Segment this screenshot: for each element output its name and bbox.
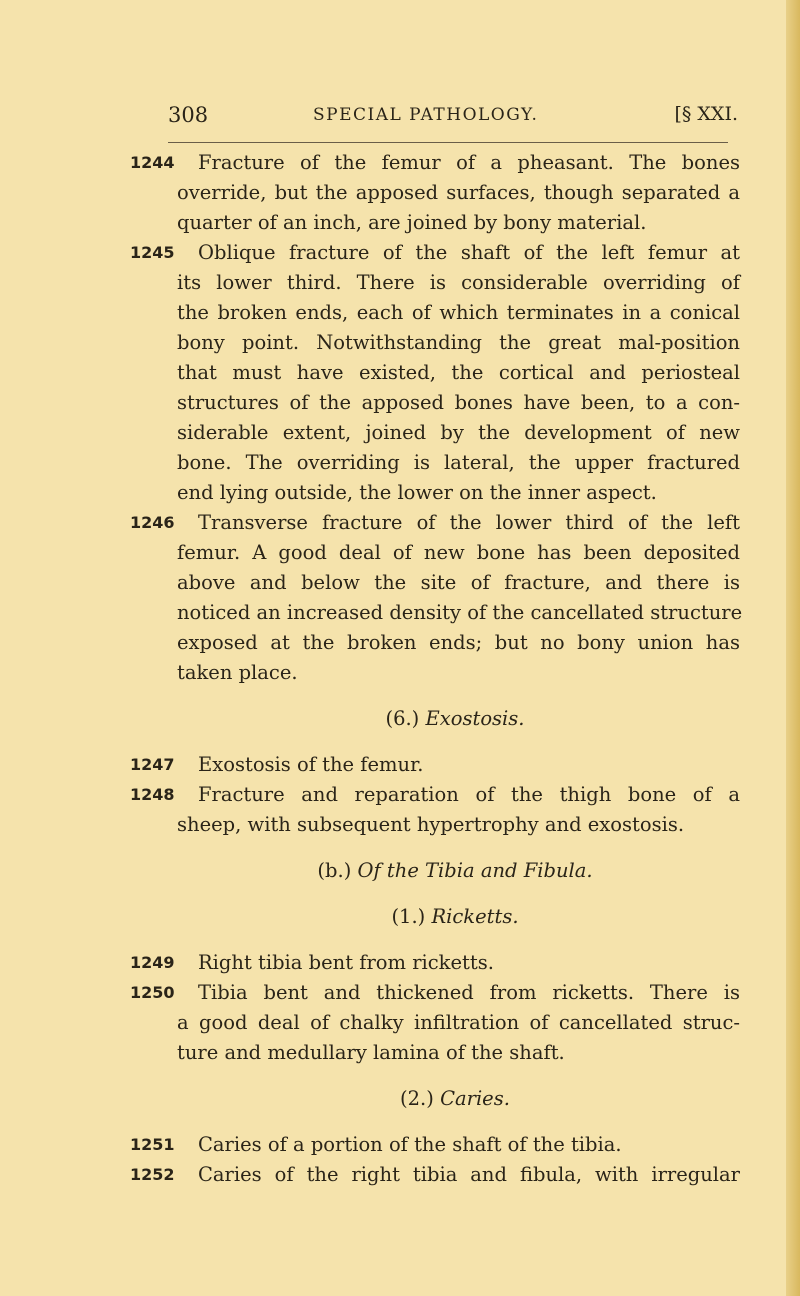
entry-number: 1248 xyxy=(130,785,175,804)
text-line: taken place. xyxy=(177,661,298,684)
catalogue-entry xyxy=(130,978,740,1068)
text-line: bony point. Notwithstanding the great mal-position xyxy=(177,331,740,354)
heading-text: Of the Tibia and Fibula. xyxy=(357,859,593,882)
catalogue-entry xyxy=(130,1160,740,1190)
catalogue-entry xyxy=(130,948,740,978)
text-line: Fracture of the femur of a pheasant. The bones xyxy=(198,151,740,174)
entry-number: 1249 xyxy=(130,953,175,972)
running-title: SPECIAL PATHOLOGY. xyxy=(313,105,539,125)
entry-number: 1245 xyxy=(130,243,175,262)
text-line: sheep, with subsequent hypertrophy and exostosis. xyxy=(177,813,685,836)
text-line: Caries of a portion of the shaft of the tibia. xyxy=(198,1133,622,1156)
text-line: quarter of an inch, are joined by bony material. xyxy=(177,211,647,234)
text-line: structures of the apposed bones have been, to a con- xyxy=(177,391,740,414)
page-number: 308 xyxy=(168,103,209,127)
text-line: siderable extent, joined by the development of new xyxy=(177,421,740,444)
heading-text: Caries. xyxy=(440,1087,510,1110)
text-line: bone. The overriding is lateral, the upper fractured xyxy=(177,451,740,474)
catalogue-entry xyxy=(130,508,743,688)
entry-number: 1251 xyxy=(130,1135,175,1154)
text-line: femur. A good deal of new bone has been deposited xyxy=(177,541,740,564)
text-line: Fracture and reparation of the thigh bone of a xyxy=(198,783,740,806)
heading-text: Exostosis. xyxy=(425,707,525,730)
text-line: override, but the apposed surfaces, though separated a xyxy=(177,181,740,204)
header-rule xyxy=(168,142,728,143)
text-line: Tibia bent and thickened from ricketts. There is xyxy=(198,981,740,1004)
text-line: Transverse fracture of the lower third of the left xyxy=(198,511,740,534)
section-heading xyxy=(130,704,740,734)
text-line: end lying outside, the lower on the inner aspect. xyxy=(177,481,657,504)
catalogue-entry xyxy=(130,238,740,508)
text-line: Right tibia bent from ricketts. xyxy=(198,951,494,974)
text-line: Caries of the right tibia and fibula, with irregular xyxy=(198,1163,740,1186)
section-marker: [§ XXI. xyxy=(674,103,738,125)
entry-number: 1247 xyxy=(130,755,175,774)
text-line: the broken ends, each of which terminates in a conical xyxy=(177,301,740,324)
text-line: above and below the site of fracture, and there is xyxy=(177,571,740,594)
page-body xyxy=(130,148,743,1190)
catalogue-entry xyxy=(130,750,740,780)
heading-label: (6.) xyxy=(385,707,420,730)
catalogue-entry xyxy=(130,780,740,840)
heading-label: (1.) xyxy=(391,905,426,928)
section-heading xyxy=(130,902,740,932)
entry-number: 1252 xyxy=(130,1165,175,1184)
catalogue-entry xyxy=(130,148,740,238)
catalogue-entry xyxy=(130,1130,740,1160)
text-line: noticed an increased density of the cancellated structure xyxy=(177,601,743,624)
heading-label: (b.) xyxy=(317,859,352,882)
section-heading xyxy=(130,856,740,886)
text-line: Oblique fracture of the shaft of the left femur at xyxy=(198,241,740,264)
heading-text: Ricketts. xyxy=(431,905,519,928)
text-line: ture and medullary lamina of the shaft. xyxy=(177,1041,565,1064)
text-line: that must have existed, the cortical and periosteal xyxy=(177,361,740,384)
entry-number: 1244 xyxy=(130,153,175,172)
entry-number: 1250 xyxy=(130,983,175,1002)
heading-label: (2.) xyxy=(400,1087,434,1110)
text-line: its lower third. There is considerable overriding of xyxy=(177,271,740,294)
page-edge xyxy=(786,0,800,1296)
text-line: exposed at the broken ends; but no bony union has xyxy=(177,631,740,654)
text-line: Exostosis of the femur. xyxy=(198,753,424,776)
text-line: a good deal of chalky infiltration of cancellated struc- xyxy=(177,1011,740,1034)
running-header xyxy=(168,103,738,133)
section-heading xyxy=(130,1084,740,1114)
entry-number: 1246 xyxy=(130,513,175,532)
